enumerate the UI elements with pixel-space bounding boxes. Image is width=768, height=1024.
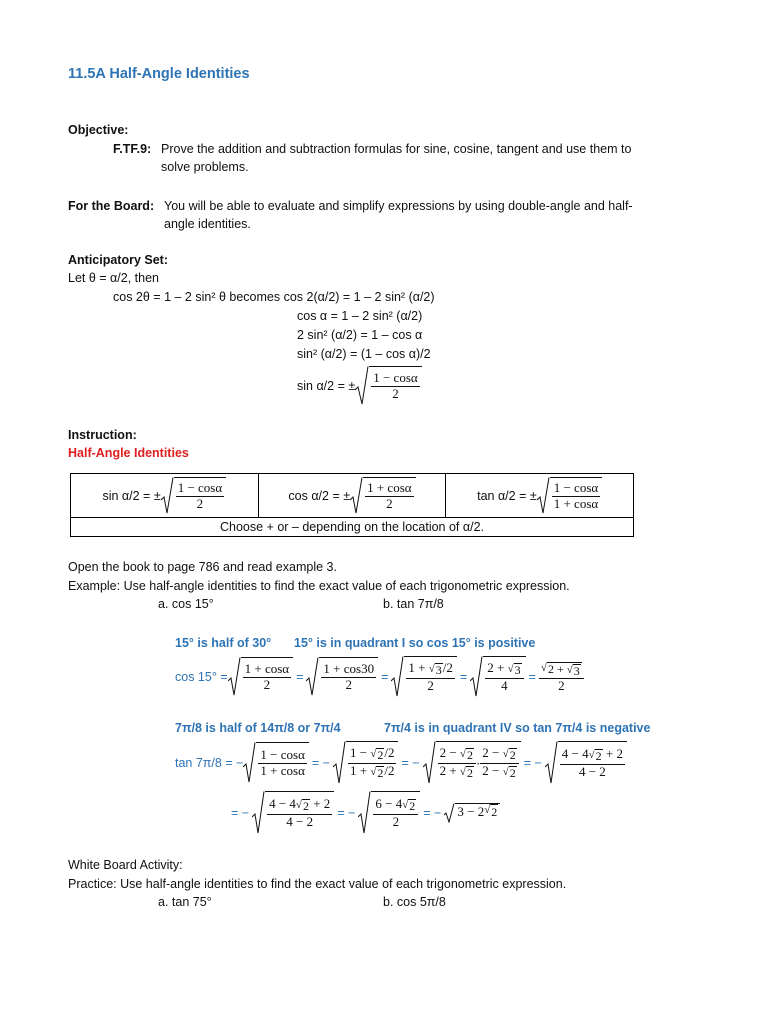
radical-sign-icon bbox=[470, 656, 483, 698]
radical-sign-icon bbox=[333, 741, 346, 785]
sin-identity-cell: sin α/2 = ± $\frac{1 - \cos\alpha}{2}$ bbox=[71, 474, 259, 518]
objective-line1: Prove the addition and subtraction formulas for sine, cosine, tangent and use them to bbox=[161, 142, 632, 156]
cos-identity-cell: cos α/2 = ± $\frac{1 + \cos\alpha}{2}$ bbox=[258, 474, 446, 518]
radical-sign-icon bbox=[444, 803, 455, 823]
board-line2: angle identities. bbox=[164, 217, 251, 231]
tan7pi8-derivation-line1: tan 7π/8 = − $\frac{1 - \cos\alpha}{1 + \cos\alpha}$ = − 1 − √ 2 /2 1 + √ 2 /2 = − 2 − √ 2 2 + √ 2 · 2 − √ 2 2 − √ 2 = − 4 − 4 √ 2 + 2 4 − 2 bbox=[175, 741, 627, 785]
practice-a: a. tan 75° bbox=[158, 895, 212, 909]
sqrt-expression: $\frac{1 - \cos\alpha}{2}$ bbox=[355, 366, 421, 406]
cos15-derivation: cos 15° = $\frac{1 + \cos\alpha}{2}$ = $\frac{1 + \cos 30}{2}$ = 1 + √ 3 /2 2 = 2 + √ 3 4 = √ 2 + √ 3 2 bbox=[175, 656, 584, 698]
anticipatory-step4: sin² (α/2) = (1 – cos α)/2 bbox=[297, 347, 431, 361]
half-angle-heading: Half-Angle Identities bbox=[68, 446, 189, 460]
example-b: b. tan 7π/8 bbox=[383, 597, 444, 611]
radical-sign-icon bbox=[306, 657, 319, 697]
anticipatory-step1: cos 2θ = 1 – 2 sin² θ becomes cos 2(α/2) = 1 – 2 sin² (α/2) bbox=[113, 290, 435, 304]
page-title: 11.5A Half-Angle Identities bbox=[68, 66, 250, 82]
radical-sign-icon bbox=[423, 741, 436, 785]
whiteboard-label: White Board Activity: bbox=[68, 858, 183, 872]
sol1-head1: 15° is half of 30° bbox=[175, 636, 272, 650]
anticipatory-label: Anticipatory Set: bbox=[68, 253, 169, 267]
sol1-head2: 15° is in quadrant I so cos 15° is positive bbox=[294, 636, 536, 650]
radical-sign-icon bbox=[228, 657, 241, 697]
radical-sign-icon bbox=[243, 742, 256, 784]
practice-text: Practice: Use half-angle identities to find the exact value of each trigonometric expression. bbox=[68, 877, 567, 891]
anticipatory-step5-lhs: sin α/2 = ± bbox=[297, 379, 356, 393]
anticipatory-step5 bbox=[297, 366, 422, 406]
board-label: For the Board: bbox=[68, 199, 155, 213]
radical-sign-icon bbox=[161, 477, 174, 515]
radical-sign-icon bbox=[391, 656, 404, 698]
tan7pi8-derivation-line2: = − 4 − 4 √ 2 + 2 4 − 2 = − 6 − 4 √ 2 2 = − 3 − 2 √ 2 bbox=[228, 791, 500, 835]
instruction-label: Instruction: bbox=[68, 428, 137, 442]
radical-sign-icon bbox=[537, 477, 550, 515]
example-a: a. cos 15° bbox=[158, 597, 214, 611]
sign-note: Choose + or – depending on the location of α/2. bbox=[71, 518, 634, 537]
objective-code: F.TF.9: bbox=[113, 142, 152, 156]
radical-sign-icon bbox=[252, 791, 265, 835]
board-line1: You will be able to evaluate and simplify expressions by using double-angle and half- bbox=[164, 199, 633, 213]
objective-label: Objective: bbox=[68, 123, 129, 137]
half-angle-table bbox=[70, 473, 634, 537]
anticipatory-step3: 2 sin² (α/2) = 1 – cos α bbox=[297, 328, 423, 342]
anticipatory-let: Let θ = α/2, then bbox=[68, 271, 159, 285]
example-text: Example: Use half-angle identities to find the exact value of each trigonometric expression. bbox=[68, 579, 570, 593]
sol2-head2: 7π/4 is in quadrant IV so tan 7π/4 is negative bbox=[384, 721, 651, 735]
radical-sign-icon bbox=[350, 477, 363, 515]
sol2-head1: 7π/8 is half of 14π/8 or 7π/4 bbox=[175, 721, 341, 735]
example-open-book: Open the book to page 786 and read example 3. bbox=[68, 560, 337, 574]
tan-identity-cell: tan α/2 = ± $\frac{1 - \cos\alpha}{1 + \cos\alpha}$ bbox=[446, 474, 634, 518]
objective-line2: solve problems. bbox=[161, 160, 249, 174]
radical-sign-icon bbox=[358, 791, 371, 835]
anticipatory-step2: cos α = 1 – 2 sin² (α/2) bbox=[297, 309, 423, 323]
practice-b: b. cos 5π/8 bbox=[383, 895, 446, 909]
radical-sign-icon bbox=[545, 741, 558, 785]
radical-sign-icon bbox=[355, 366, 369, 406]
